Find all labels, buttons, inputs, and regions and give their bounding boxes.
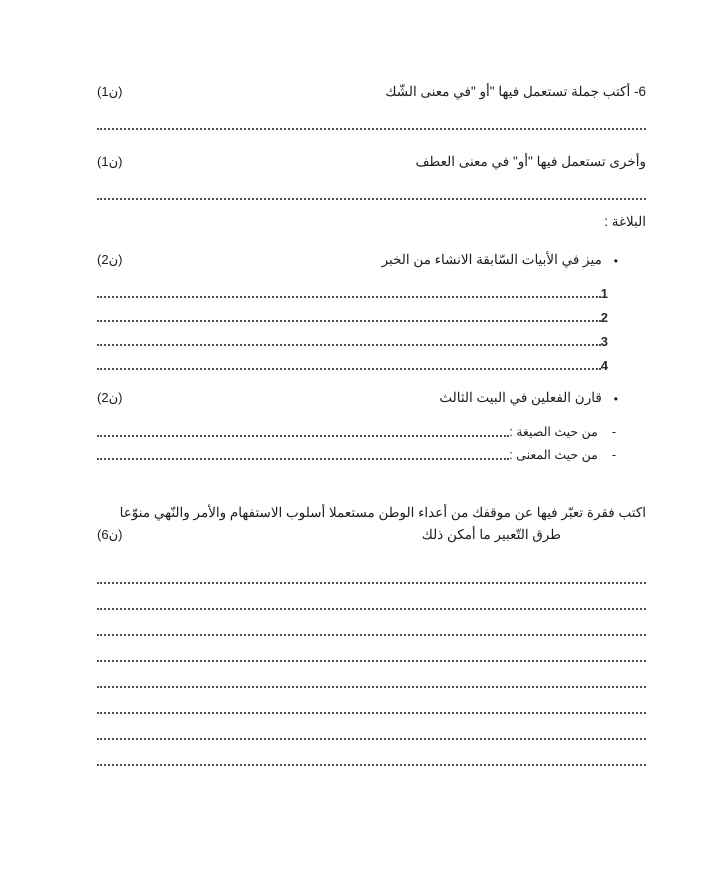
answer-dotted-line xyxy=(97,714,646,740)
numbered-answer-line xyxy=(97,322,646,349)
question-6-followup-text: وأخرى تستعمل فيها "أو" في معنى العطف xyxy=(415,154,646,169)
dash-item-meaning xyxy=(97,439,646,462)
bullet-icon: • xyxy=(613,254,618,268)
dotted-fill xyxy=(97,308,601,322)
essay-prompt-line1: اكتب فقرة تعبّر فيها عن موقفك من أعداء الوطن مستعملا أسلوب الاستفهام والأمر والنّهي منوّعا xyxy=(119,505,646,520)
numbered-answer-line xyxy=(97,346,646,373)
numbered-answer-lines xyxy=(97,274,646,373)
question-6-followup-mark: (1ن) xyxy=(97,154,123,169)
line-number: 4 xyxy=(600,358,608,373)
bullet-item-distinguish-mark: (2ن) xyxy=(97,252,123,267)
dotted-fill xyxy=(97,332,601,346)
numbered-answer-line xyxy=(97,298,646,325)
dash-item-meaning-label: من حيث المعنى : xyxy=(509,448,598,462)
answer-dotted-line xyxy=(97,116,646,130)
dotted-fill xyxy=(97,423,509,437)
bullet-item-compare xyxy=(97,390,646,408)
question-6 xyxy=(97,84,646,100)
dotted-fill xyxy=(97,356,601,370)
section-heading-balagha: البلاغة : xyxy=(604,214,646,229)
question-6-mark: (1ن) xyxy=(97,84,123,99)
answer-dotted-line xyxy=(97,740,646,766)
essay-prompt xyxy=(97,502,646,546)
answer-dotted-line xyxy=(97,688,646,714)
answer-dotted-line xyxy=(97,636,646,662)
essay-prompt-line2: طرق التّعبير ما أمكن ذلك xyxy=(421,527,561,542)
bullet-item-compare-mark: (2ن) xyxy=(97,390,123,405)
answer-dotted-line xyxy=(97,610,646,636)
essay-answer-lines xyxy=(97,558,646,766)
bullet-icon: • xyxy=(613,392,618,406)
bullet-item-distinguish xyxy=(97,252,646,270)
essay-prompt-line2-row xyxy=(97,524,646,546)
line-number: 2 xyxy=(600,310,608,325)
question-6-followup xyxy=(97,154,646,170)
line-number: 1 xyxy=(600,286,608,301)
dash-icon: - xyxy=(611,448,616,462)
bullet-item-distinguish-text: ميز في الأبيات السّابقة الانشاء من الخبر xyxy=(381,252,602,267)
answer-dotted-line xyxy=(97,584,646,610)
line-number: 3 xyxy=(600,334,608,349)
numbered-answer-line xyxy=(97,274,646,301)
question-6-text: 6- أكتب جملة تستعمل فيها "أو "في معنى الشّك xyxy=(385,84,646,99)
compare-sub-items xyxy=(97,416,646,462)
dotted-fill xyxy=(97,446,509,460)
bullet-item-compare-text: قارن الفعلين في البيت الثالث xyxy=(439,390,602,405)
answer-dotted-line xyxy=(97,186,646,200)
answer-dotted-line xyxy=(97,558,646,584)
essay-mark: (6ن) xyxy=(97,527,123,542)
dash-icon: - xyxy=(611,425,616,439)
dash-item-form xyxy=(97,416,646,439)
dotted-fill xyxy=(97,284,601,298)
dash-item-form-label: من حيث الصيغة : xyxy=(509,425,598,439)
answer-dotted-line xyxy=(97,662,646,688)
